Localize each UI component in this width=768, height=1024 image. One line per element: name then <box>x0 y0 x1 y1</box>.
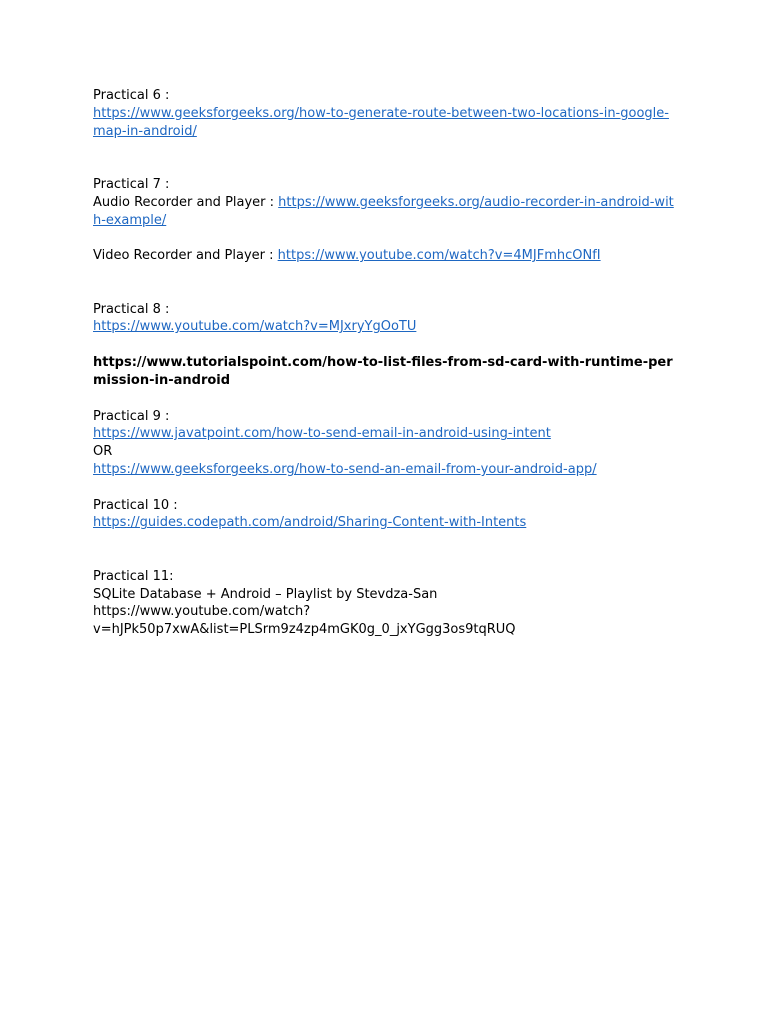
practical-9-or: OR <box>93 444 113 460</box>
practical-11-playlist: SQLite Database + Android – Playlist by Stevdza-San <box>93 586 438 602</box>
practical-8-heading: Practical 8 : <box>93 301 170 317</box>
video-label: Video Recorder and Player : <box>93 248 278 264</box>
practical-9-link-1[interactable]: https://www.javatpoint.com/how-to-send-email-in-android-using-intent <box>93 426 551 442</box>
practical-11-url-line-1: https://www.youtube.com/watch? <box>93 604 311 620</box>
practical-10-heading: Practical 10 : <box>93 497 178 513</box>
audio-link[interactable]: https://www.geeksforgeeks.org/audio-recorder-in-android-with-example/ <box>93 194 674 228</box>
practical-7-video-row <box>93 247 678 265</box>
practical-10-link[interactable]: https://guides.codepath.com/android/Sharing-Content-with-Intents <box>93 515 527 531</box>
video-link[interactable]: https://www.youtube.com/watch?v=4MJFmhcONfI <box>277 248 601 264</box>
practical-8-link[interactable]: https://www.youtube.com/watch?v=MJxryYgOoTU <box>93 319 417 335</box>
practical-11-heading: Practical 11: <box>93 568 174 584</box>
practical-6-heading: Practical 6 : <box>93 88 170 103</box>
practical-8-bold-url: https://www.tutorialspoint.com/how-to-list-files-from-sd-card-with-runtime-permission-in-android <box>93 355 673 388</box>
practical-11-url-line-2: v=hJPk50p7xwA&list=PLSrm9z4zp4mGK0g_0_jxYGgg3os9tqRUQ <box>93 622 516 638</box>
practical-7-audio-row <box>93 194 678 230</box>
document-content <box>93 87 678 639</box>
practical-7-heading: Practical 7 : <box>93 176 170 192</box>
practical-6-link[interactable]: https://www.geeksforgeeks.org/how-to-generate-route-between-two-locations-in-google-map-in-android/ <box>93 105 669 139</box>
practical-9-heading: Practical 9 : <box>93 408 170 424</box>
audio-label: Audio Recorder and Player : <box>93 194 279 210</box>
practical-9-link-2[interactable]: https://www.geeksforgeeks.org/how-to-send-an-email-from-your-android-app/ <box>93 461 597 477</box>
